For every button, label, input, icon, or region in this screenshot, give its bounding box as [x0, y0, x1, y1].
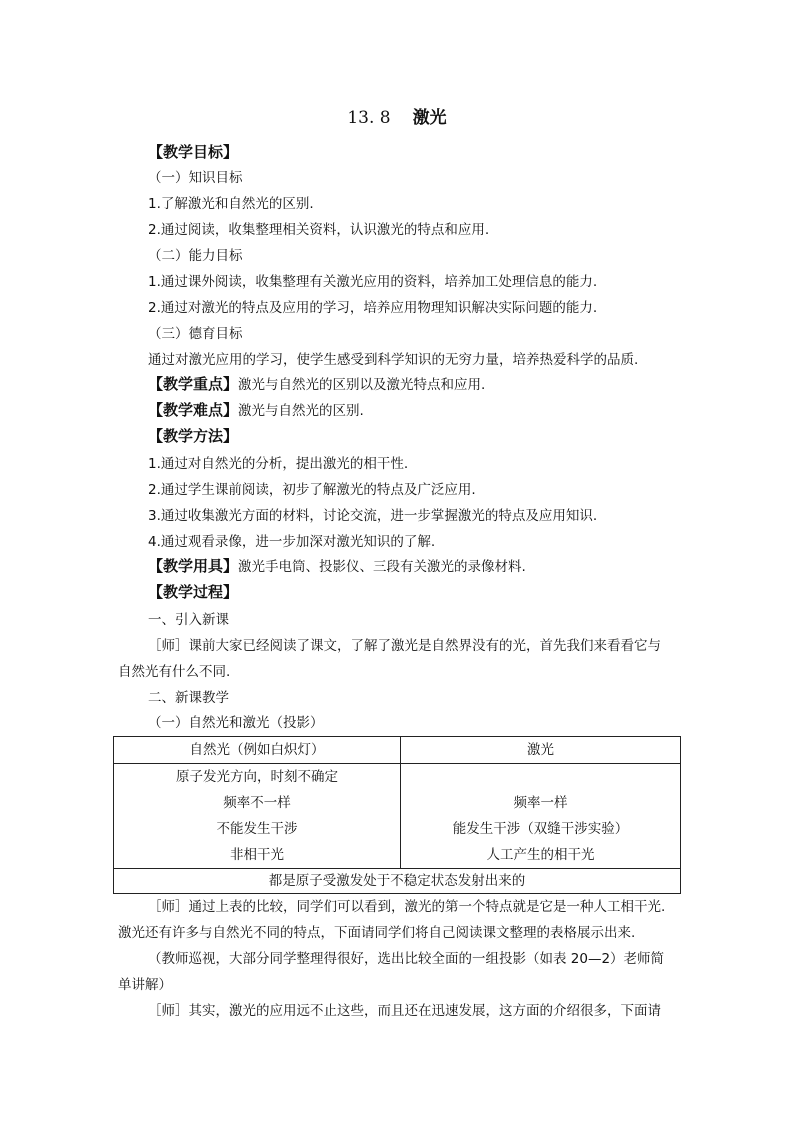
intro-line: ［师］课前大家已经阅读了课文，了解了激光是自然界没有的光，首先我们来看看它与 — [148, 638, 661, 654]
title-word: 激光 — [412, 108, 447, 128]
page-title — [0, 107, 794, 129]
moral-heading: （三）德育目标 — [148, 326, 243, 342]
para1-line: ［师］通过上表的比较，同学们可以看到，激光的第一个特点就是它是一种人工相干光. — [148, 899, 666, 915]
new-lesson-heading: 二、新课教学 — [148, 690, 229, 706]
natural-item: 原子发光方向，时刻不确定 — [175, 769, 338, 785]
new-lesson-sub: （一）自然光和激光（投影） — [148, 715, 324, 731]
method-item: 4.通过观看录像，进一步加深对激光知识的了解. — [148, 534, 436, 550]
table-footer-row — [114, 869, 681, 894]
knowledge-item: 2.通过阅读，收集整理相关资料，认识激光的特点和应用. — [148, 222, 490, 238]
intro-line: 自然光有什么不同. — [118, 664, 231, 680]
natural-item: 不能发生干涉 — [216, 821, 298, 837]
method-item: 2.通过学生课前阅读，初步了解激光的特点及广泛应用. — [148, 482, 476, 498]
laser-item: 频率一样 — [513, 795, 568, 811]
table-header-row — [114, 737, 681, 764]
method-item: 1.通过对自然光的分析，提出激光的相干性. — [148, 456, 409, 472]
title-number: 13. 8 — [347, 108, 391, 128]
method-heading: 【教学方法】 — [148, 427, 239, 445]
key-point-text: 激光与自然光的区别以及激光特点和应用. — [238, 377, 486, 393]
intro-heading: 一、引入新课 — [148, 612, 229, 628]
key-point — [148, 375, 485, 394]
tools-label: 【教学用具】 — [148, 557, 239, 575]
table-cell-natural — [114, 764, 401, 869]
laser-item: 能发生干涉（双缝干涉实验） — [452, 821, 629, 837]
tools-text: 激光手电筒、投影仪、三段有关激光的录像材料. — [238, 559, 526, 575]
para3-line: ［师］其实，激光的应用远不止这些，而且还在迅速发展，这方面的介绍很多，下面请 — [148, 1003, 661, 1019]
difficulty-label: 【教学难点】 — [148, 401, 239, 419]
tools — [148, 557, 526, 576]
laser-item: 人工产生的相干光 — [486, 847, 595, 863]
table-cell-laser — [400, 764, 680, 869]
key-point-label: 【教学重点】 — [148, 375, 239, 393]
para1-line: 激光还有许多与自然光不同的特点，下面请同学们将自己阅读课文整理的表格展示出来. — [118, 925, 636, 941]
table-row — [114, 764, 681, 869]
natural-item: 频率不一样 — [223, 795, 291, 811]
laser-item — [401, 764, 680, 790]
ability-item: 1.通过课外阅读，收集整理有关激光应用的资料，培养加工处理信息的能力. — [148, 274, 598, 290]
goals-heading: 【教学目标】 — [148, 143, 239, 161]
method-item: 3.通过收集激光方面的材料，讨论交流，进一步掌握激光的特点及应用知识. — [148, 508, 598, 524]
difficulty-text: 激光与自然光的区别. — [238, 403, 364, 419]
ability-heading: （二）能力目标 — [148, 248, 243, 264]
knowledge-item: 1.了解激光和自然光的区别. — [148, 196, 314, 212]
table-header-laser: 激光 — [400, 737, 680, 764]
table-footer: 都是原子受激发处于不稳定状态发射出来的 — [114, 869, 681, 894]
difficulty — [148, 401, 364, 420]
para2-line: 单讲解） — [118, 977, 172, 993]
ability-item: 2.通过对激光的特点及应用的学习，培养应用物理知识解决实际问题的能力. — [148, 300, 598, 316]
para2-line: （教师巡视，大部分同学整理得很好，选出比较全面的一组投影（如表 20—2）老师简 — [148, 951, 665, 967]
process-heading: 【教学过程】 — [148, 583, 239, 601]
natural-item: 非相干光 — [229, 847, 284, 863]
table-header-natural: 自然光（例如白炽灯） — [114, 737, 401, 764]
knowledge-heading: （一）知识目标 — [148, 170, 243, 186]
moral-text: 通过对激光应用的学习，使学生感受到科学知识的无穷力量，培养热爱科学的品质. — [148, 352, 639, 368]
comparison-table — [113, 736, 681, 894]
